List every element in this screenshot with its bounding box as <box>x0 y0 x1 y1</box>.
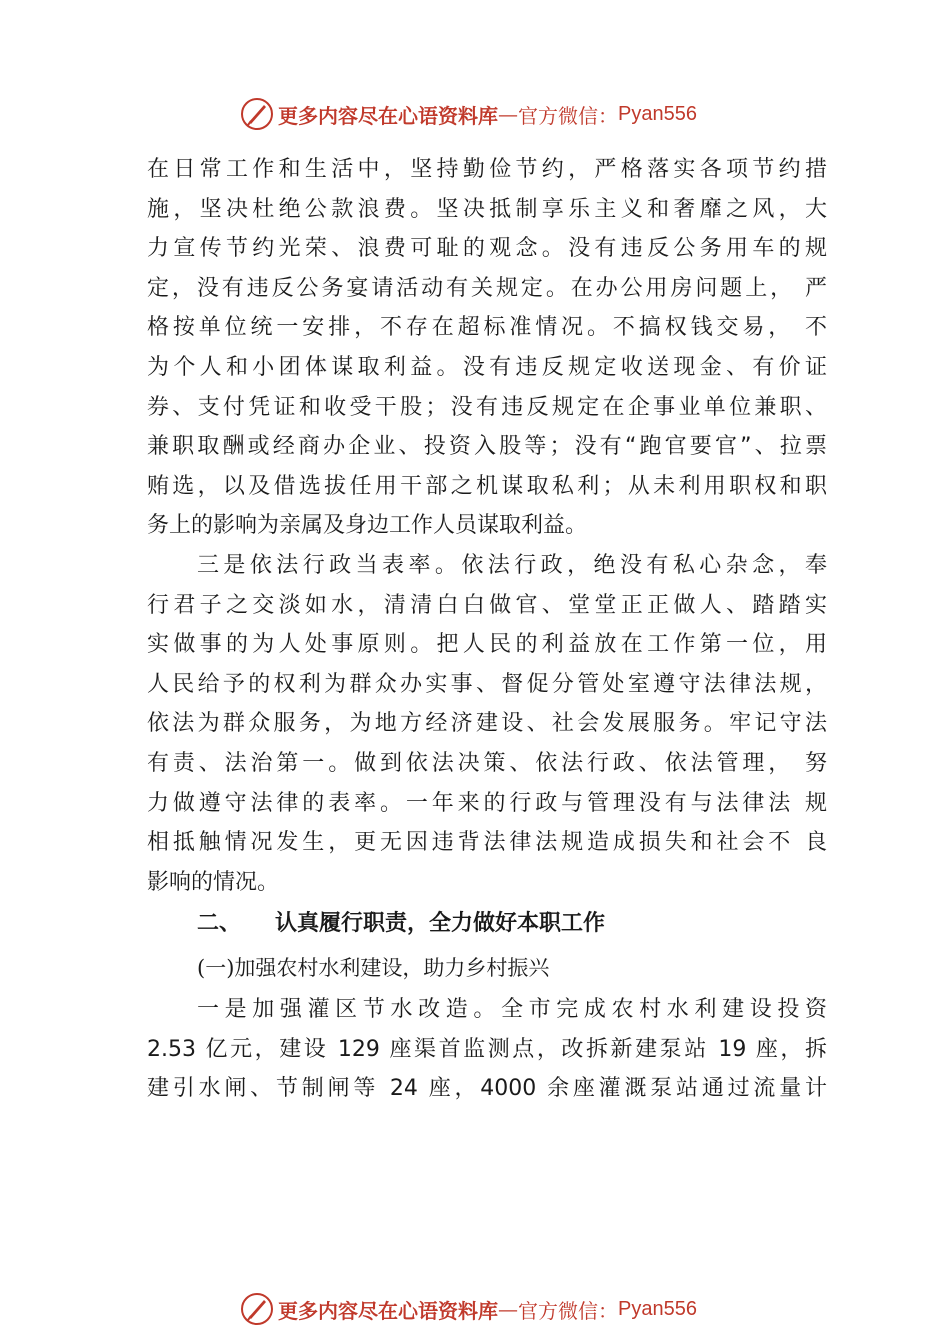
text-line: 相抵触情况发生，更无因违背法律法规造成损失和社会不 良 <box>147 830 827 856</box>
text-line: 定，没有违反公务宴请活动有关规定。在办公用房问题上， 严 <box>147 275 827 301</box>
text-line: 券、支付凭证和收受干股；没有违反规定在企事业单位兼职、 <box>147 394 827 420</box>
text-line: 有责、法治第一。做到依法决策、依法行政、依法管理， 努 <box>147 750 827 776</box>
text-line: 格按单位统一安排，不存在超标准情况。不搞权钱交易， 不 <box>147 315 827 341</box>
text-line: 依法为群众服务，为地方经济建设、社会发展服务。牢记守法 <box>147 711 827 737</box>
header-banner <box>240 96 697 132</box>
text-line: 行君子之交淡如水，清清白白做官、堂堂正正做人、踏踏实 <box>147 592 827 618</box>
document-body <box>147 150 827 1109</box>
footer-banner <box>240 1291 697 1327</box>
banner-site-name: 更多内容尽在心语资料库 <box>278 1298 498 1323</box>
text-line: 兼职取酬或经商办企业、投资入股等；没有“跑官要官”、拉票 <box>147 434 827 460</box>
text-line: 人民给予的权利为群众办实事、督促分管处室遵守法律法规， <box>147 671 827 697</box>
banner-separator: — <box>498 1297 518 1321</box>
text-line: 务上的影响为亲属及身边工作人员谋取利益。 <box>147 513 588 539</box>
text-line: 力做遵守法律的表率。一年来的行政与管理没有与法律法 规 <box>147 790 827 816</box>
text-line: 实做事的为人处事原则。把人民的利益放在工作第一位，用 <box>147 632 827 658</box>
paragraph-irrigation <box>147 990 827 1109</box>
banner-wechat-id: Pyan556 <box>618 102 697 125</box>
text-line: 三是依法行政当表率。依法行政，绝没有私心杂念，奉 <box>197 552 827 578</box>
text-line: 一是加强灌区节水改造。全市完成农村水利建设投资 <box>197 997 827 1023</box>
banner-separator: — <box>498 102 518 126</box>
banner-wechat-label: 官方微信： <box>518 103 618 128</box>
text-line: 在日常工作和生活中，坚持勤俭节约，严格落实各项节约措 <box>147 157 827 182</box>
banner-wechat-id: Pyan556 <box>618 1297 697 1320</box>
text-line: 为个人和小团体谋取利益。没有违反规定收送现金、有价证 <box>147 354 827 380</box>
subsection-heading: (一)加强农村水利建设，助力乡村振兴 <box>197 956 550 981</box>
text-line: 2.53 亿元，建设 129 座渠首监测点，改拆新建泵站 19 座，拆 <box>147 1036 827 1062</box>
paragraph-rule-of-law <box>147 546 827 902</box>
text-line: 建引水闸、节制闸等 24 座，4000 余座灌溉泵站通过流量计 <box>147 1076 827 1102</box>
text-line: 贿选，以及借选拔任用干部之机谋取私利；从未利用职权和职 <box>147 473 827 499</box>
banner-site-name: 更多内容尽在心语资料库 <box>278 103 498 128</box>
quill-logo-icon <box>240 1292 274 1326</box>
text-line: 影响的情况。 <box>147 869 280 895</box>
quill-logo-icon <box>240 97 274 131</box>
banner-wechat-label: 官方微信： <box>518 1298 618 1323</box>
paragraph-conduct <box>147 150 827 546</box>
text-line: 施，坚决杜绝公款浪费。坚决抵制享乐主义和奢靡之风，大 <box>147 196 827 222</box>
section-title: 认真履行职责，全力做好本职工作 <box>275 911 606 937</box>
section-heading <box>147 902 827 946</box>
section-number: 二、 <box>197 911 242 937</box>
text-line: 力宣传节约光荣、浪费可耻的观念。没有违反公务用车的规 <box>147 236 827 262</box>
